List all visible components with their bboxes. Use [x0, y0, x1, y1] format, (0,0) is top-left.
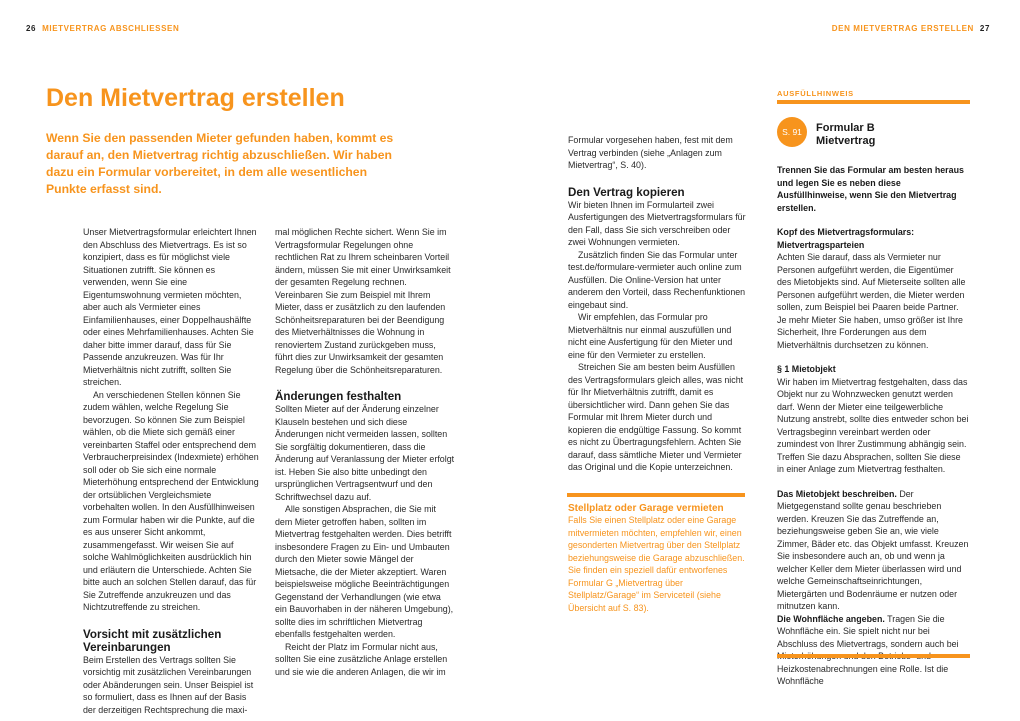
right-running-header: [832, 24, 990, 33]
info-box-rule: [567, 493, 745, 497]
hint-intro: Trennen Sie das Formular am besten heraus und legen Sie es neben diese Ausfüllhinweise, wenn Sie den Mietvertrag erstellen.: [777, 165, 964, 213]
form-title: Formular B Mietvertrag: [816, 122, 876, 147]
page-title: Den Mietvertrag erstellen: [46, 84, 345, 112]
text-column-3: [568, 134, 748, 474]
inline-heading: Die Wohnfläche angeben.: [777, 613, 885, 624]
left-running-header: [26, 24, 179, 33]
page-reference-badge: S. 91: [777, 117, 807, 147]
paragraph-text: Der Mietgegenstand sollte genau beschrieben werden. Kreuzen Sie das Zutreffende an, beziehungsweise geben Sie an, wie viele Zimmer, Bäder etc. das Objekt umfasst. Kreuzen Sie insbesondere auch an, ob und wenn ja welcher Keller dem Mieter überlassen wird und welche Gemeinschaftseinrichtungen, Mietergärten und Bodenräume er nutzen oder mitnutzen kann.: [777, 488, 969, 611]
paragraph: [777, 613, 969, 688]
paragraph: Streichen Sie am besten beim Ausfüllen des Vertragsformulars gleich alles, was nicht für Ihr Mietverhältnis zutrifft, damit es übersichtlicher wird. Dann gehen Sie das Formular mit Ihrem Mieter durch und kopieren die endgültige Fassung. So kommt es nicht zu Übertragungsfehlern. Achten Sie darauf, dass sämtliche Mieter und Vermieter das Original und die Kopie unterzeichnen.: [568, 362, 744, 472]
right-page-number: 27: [979, 24, 990, 33]
section-heading: Den Vertrag kopieren: [568, 185, 685, 199]
right-section-title: DEN MIETVERTRAG ERSTELLEN: [831, 24, 974, 33]
hint-bottom-rule: [777, 654, 970, 658]
hint-body: [777, 164, 969, 688]
paragraph: Wir bieten Ihnen im Formularteil zwei Ausfertigungen des Mietvertragsformulars für den Fall, dass Sie sich verschreiben oder zwei Wohnungen vermieten.: [568, 199, 746, 247]
info-box-text: Falls Sie einen Stellplatz oder eine Garage mitvermieten möchten, empfehlen wir, einen gesonderten Mietvertrag über den Stellplatz beziehungsweise die Garage abzuschließen. Sie finden ein speziell dafür entworfenes Formular G „Mietvertrag über Stellplatz/Garage“ im Serviceteil (siehe Übersicht auf S. 83).: [568, 515, 745, 613]
info-box: [568, 503, 748, 614]
section-heading: Vorsicht mit zusätzlichen Vereinbarungen: [83, 627, 222, 654]
paragraph: Reicht der Platz im Formular nicht aus, sollten Sie eine zusätzliche Anlage erstellen und sie wie die anderen Anlagen, die wir im: [275, 641, 448, 677]
hint-heading: Kopf des Mietvertragsformulars: Mietvertragsparteien: [777, 227, 915, 250]
paragraph: An verschiedenen Stellen können Sie zudem wählen, welche Regelung Sie bevorzugen. So können Sie zum Beispiel wählen, ob die Miete sich gemäß einer vereinbarten Staffel oder entsprechend dem Verbraucherpreisindex (Indexmiete) erhöhen soll oder ob Sie sich eine normale Mieterhöhung entsprechend der Entwicklung der ortsüblichen Vergleichsmiete vorbehalten wollen. In den Ausfüllhinweisen zum Formular haben wir die Punkte, auf die es aus unserer Sicht ankommt, zusammengefasst. Wir weisen Sie auf solche Wahlmöglichkeiten ausdrücklich hin und erläutern die Unterschiede. Achten Sie bitte auch an solchen Stellen darauf, das für Sie Zutreffende anzukreuzen und das Nichtzutreffende zu streichen.: [83, 389, 259, 612]
paragraph: Wir haben im Mietvertrag festgehalten, dass das Objekt nur zu Wohnzwecken genutzt werden darf. Wenn der Mieter eine teilgewerbliche Nutzung anstrebt, sollte dies entweder schon bei Vertragsbeginn vereinbart werden oder zumindest von Ihrer Zustimmung abhängig sein. Treffen Sie dazu Absprachen, sollten Sie diese in einer Anlage zum Mietvertrag festhalten.: [777, 376, 969, 474]
paragraph: Unser Mietvertragsformular erleichtert Ihnen den Abschluss des Mietvertrags. Es ist so konzipiert, dass es für möglichst viele Situationen zutrifft. Sie können es verwenden, wenn Sie eine Eigentumswohnung vermieten möchten, aber auch als Vermieter eines Einfamilienhauses, einer Doppelhaushälfte oder eines Mehrfamilienhauses. Achten Sie daher bitte immer darauf, dass für Sie Passende anzukreuzen. Was für Ihr Mietverhältnis nicht zutrifft, sollten Sie streichen.: [83, 227, 257, 387]
info-box-title: Stellplatz oder Garage vermieten: [568, 503, 724, 514]
paragraph: Zusätzlich finden Sie das Formular unter test.de/formulare-vermieter auch online zum Ausfüllen. Die Online-Version hat unter anderem den Vorteil, dass Rechenfunktionen eingebaut sind.: [568, 249, 746, 310]
left-section-title: MIETVERTRAG ABSCHLIESSEN: [42, 24, 180, 33]
paragraph: Wir empfehlen, das Formular pro Mietverhältnis nur einmal auszufüllen und nicht eine Ausfertigung für den Mieter und eine für den Vermieter zu erstellen.: [568, 312, 733, 360]
paragraph: Alle sonstigen Absprachen, die Sie mit dem Mieter getroffen haben, sollten im Mietvertrag festgehalten werden. Dies betrifft insbesondere Fragen zu Ein- und Umbauten durch den Mieter sowie Mängel der Mietsache, die der Mieter akzeptiert. Waren beispielsweise mögliche Beeinträchtigungen Gegenstand der Verhandlungen (wie etwa ein Bauvorhaben in der näheren Umgebung), sollte dies im schriftlichen Mietvertrag ebenfalls festgehalten werden.: [275, 504, 454, 639]
hint-top-rule: [777, 100, 970, 104]
inline-heading: Das Mietobjekt beschreiben.: [777, 488, 897, 499]
text-column-1: [83, 226, 259, 716]
paragraph: [777, 488, 969, 613]
left-page-number: 26: [26, 24, 37, 33]
lead-paragraph: Wenn Sie den passenden Mieter gefunden haben, kommt es darauf an, den Mietvertrag richtig abzuschließen. Wir haben dazu ein Formular vorbereitet, in dem alle wesentlichen Punkte erfasst sind.: [46, 131, 394, 196]
section-heading: Änderungen festhalten: [275, 390, 402, 403]
paragraph: mal möglichen Rechte sichert. Wenn Sie im Vertragsformular Regelungen ohne rechtlichen Rat zu Ihrem scheinbaren Vorteil ändern, müssen Sie mit einer Unwirksamkeit der gesamten Regelung rechnen. Vereinbaren Sie zum Beispiel mit Ihrem Mieter, dass er zusätzlich zu den laufenden Schönheitsreparaturen bei der Beendigung des Mietverhältnisses die Wohnung in renoviertem Zustand zurückgeben muss, führt dies zur Unwirksamkeit der gesamten Regelung über die Schönheitsreparaturen.: [275, 227, 451, 375]
paragraph: Beim Erstellen des Vertrags sollten Sie vorsichtig mit zusätzlichen Vereinbarungen oder Abänderungen sein. Unser Beispiel ist so formuliert, dass es Ihnen auf der Basis der derzeitigen Rechtsprechung die maxi-: [83, 654, 254, 715]
hint-label: AUSFÜLLHINWEIS: [777, 89, 854, 98]
paragraph: Sollten Mieter auf der Änderung einzelner Klauseln bestehen und sich diese Änderungen nicht vermeiden lassen, sollten Sie sorgfältig dokumentieren, dass die Änderung auf Veranlassung der Mieter erfolgt ist. Heben Sie also bitte unbedingt den ursprünglichen Vertragsentwurf und den Schriftwechsel dazu auf.: [275, 404, 455, 502]
paragraph: Formular vorgesehen haben, fest mit dem Vertrag verbinden (siehe „Anlagen zum Mietvertrag“, S. 40).: [568, 135, 733, 170]
paragraph: Achten Sie darauf, dass als Vermieter nur Personen aufgeführt werden, die Eigentümer des Mietobjekts sind. Auf Mieterseite sollten alle Personen aufgeführt werden, die Mieter werden sollen, zum Beispiel bei Paaren beide Partner. Je mehr Mieter Sie haben, umso größer ist Ihre Sicherheit, Ihre Forderungen aus dem Mietverhältnis durchsetzen zu können.: [777, 252, 966, 350]
text-column-2: [275, 226, 455, 678]
hint-heading: § 1 Mietobjekt: [777, 364, 836, 374]
paragraph-text: Tragen Sie die Wohnfläche ein. Sie spielt nicht nur bei Abschluss des Mietvertrags, sondern auch bei Heizkostenabrechnungen eine Rolle. Ist die Wohnfläche: [777, 613, 959, 686]
